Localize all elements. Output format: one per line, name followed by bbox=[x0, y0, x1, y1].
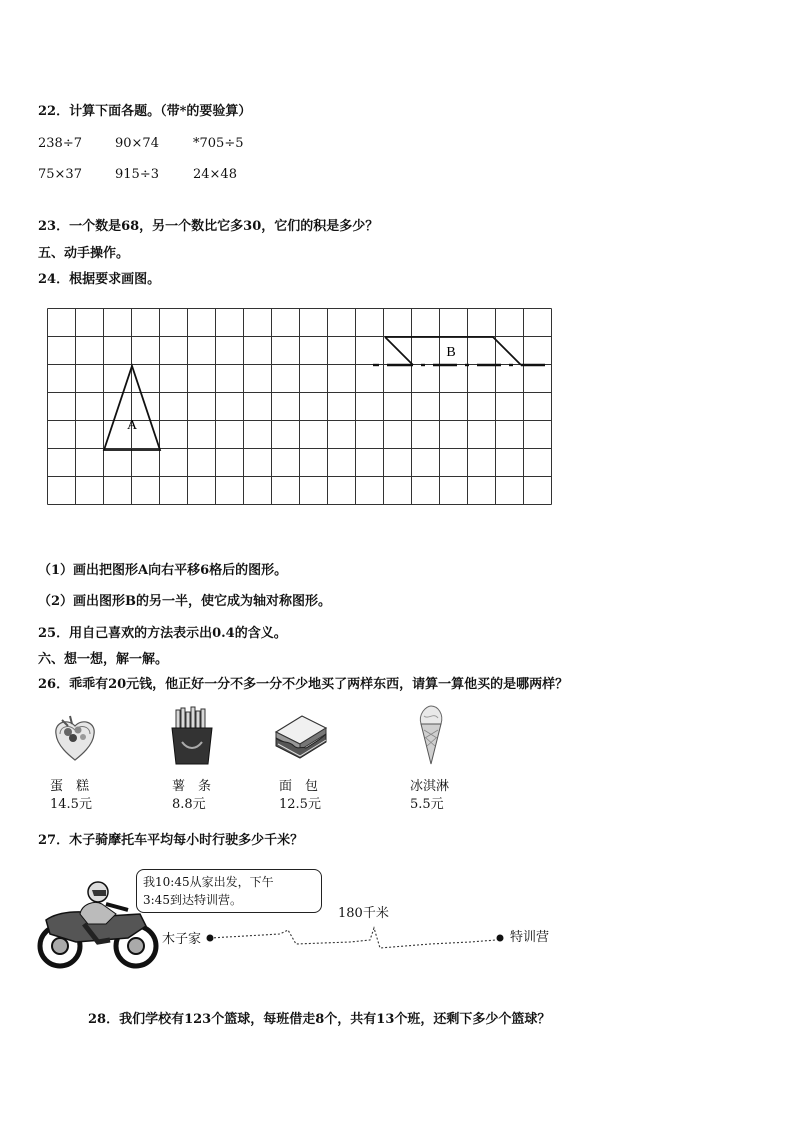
q23-text: 23．一个数是68，另一个数比它多30，它们的积是多少？ bbox=[38, 219, 379, 234]
q22-expr-2: 90×74 bbox=[115, 136, 159, 151]
q25-text: 25．用自己喜欢的方法表示出0.4的含义。 bbox=[38, 626, 287, 641]
shape-a-label: A bbox=[126, 418, 138, 433]
section-5-heading: 五、动手操作。 bbox=[38, 246, 130, 261]
q24-sub2: （2）画出图形B的另一半，使它成为轴对称图形。 bbox=[38, 594, 332, 609]
q22-title: 22．计算下面各题。（带*的要验算） bbox=[38, 104, 252, 119]
section-6-heading: 六、想一想，解一解。 bbox=[38, 652, 169, 667]
q24-title: 24．根据要求画图。 bbox=[38, 272, 161, 287]
q22-expr-6: 24×48 bbox=[193, 167, 237, 182]
start-label: 木子家 bbox=[162, 932, 202, 947]
shape-b-label: B bbox=[446, 345, 456, 360]
item-name-fries: 薯 条 bbox=[172, 779, 212, 794]
item-price-bread: 12.5元 bbox=[279, 797, 321, 812]
ice-cream-icon bbox=[416, 704, 446, 766]
cake-icon bbox=[48, 712, 102, 764]
speech-bubble bbox=[136, 869, 322, 913]
item-price-fries: 8.8元 bbox=[172, 797, 206, 812]
item-name-ice-cream: 冰淇淋 bbox=[410, 779, 450, 794]
q22-expr-3: *705÷5 bbox=[193, 136, 244, 151]
q22-expr-4: 75×37 bbox=[38, 167, 82, 182]
q26-title: 26．乖乖有20元钱，他正好一分不多一分不少地买了两样东西，请算一算他买的是哪两样？ bbox=[38, 677, 569, 692]
fries-icon bbox=[168, 706, 216, 766]
drawing-grid bbox=[47, 308, 553, 510]
distance-label: 180千米 bbox=[338, 906, 389, 921]
bubble-line-1: 我10:45从家出发，下午 bbox=[143, 875, 274, 889]
item-price-cake: 14.5元 bbox=[50, 797, 92, 812]
item-name-cake: 蛋 糕 bbox=[50, 779, 90, 794]
bubble-line-2: 3:45到达特训营。 bbox=[143, 893, 242, 907]
end-label: 特训营 bbox=[510, 930, 550, 945]
q22-expr-5: 915÷3 bbox=[115, 167, 159, 182]
route-line bbox=[200, 918, 506, 958]
item-price-ice-cream: 5.5元 bbox=[410, 797, 444, 812]
sandwich-icon bbox=[272, 710, 330, 760]
q28-text: 28．我们学校有123个篮球，每班借走8个，共有13个班，还剩下多少个篮球？ bbox=[88, 1012, 551, 1027]
q27-title: 27．木子骑摩托车平均每小时行驶多少千米？ bbox=[38, 833, 304, 848]
q22-expr-1: 238÷7 bbox=[38, 136, 82, 151]
q24-sub1: （1）画出把图形A向右平移6格后的图形。 bbox=[38, 563, 288, 578]
item-name-bread: 面 包 bbox=[279, 779, 319, 794]
